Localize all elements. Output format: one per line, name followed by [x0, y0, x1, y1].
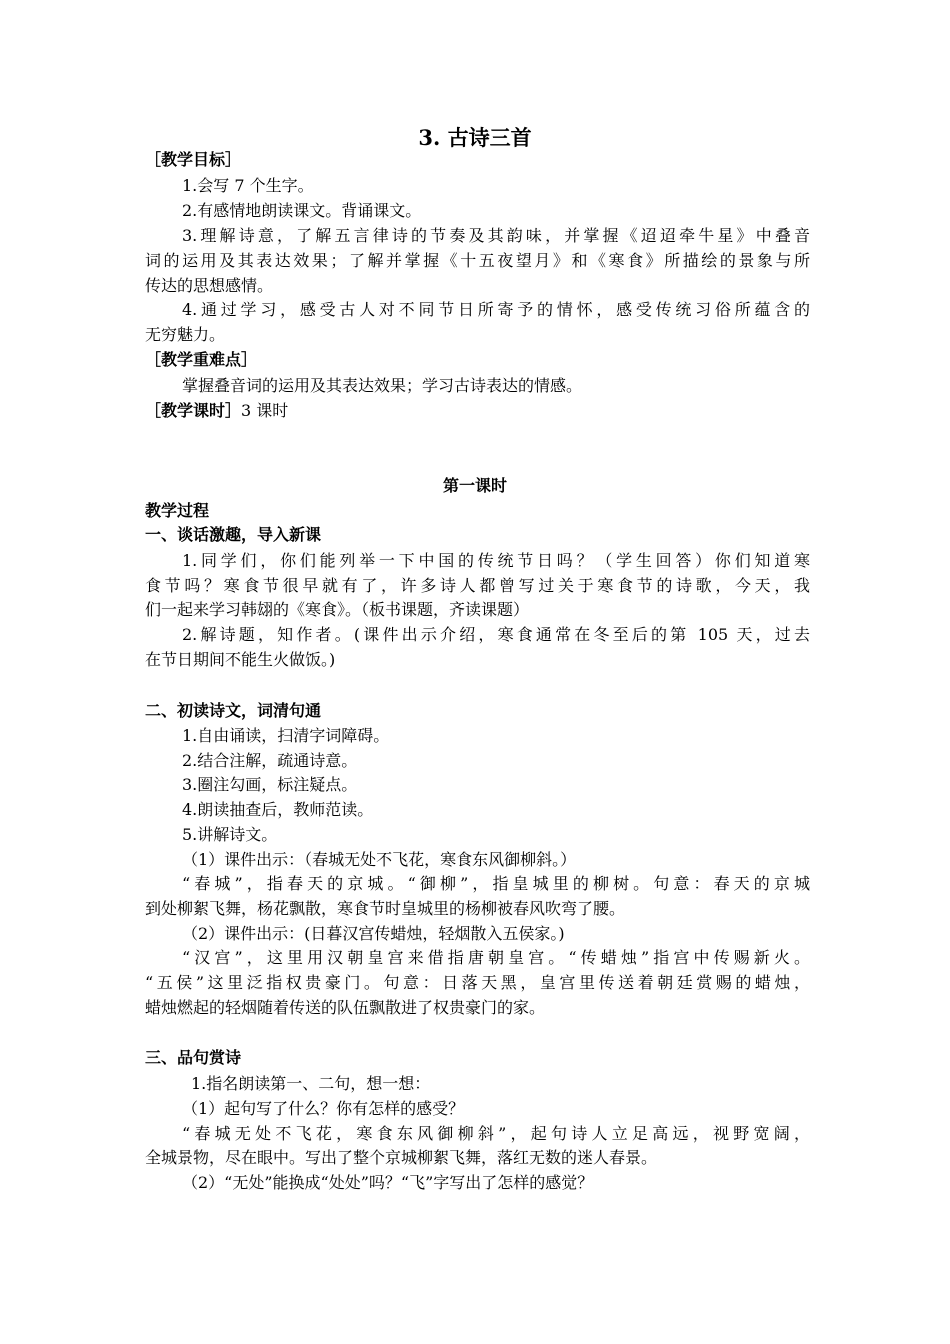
objective-item: 无穷魅力。 [145, 325, 226, 344]
section-line: 食节吗？寒食节很早就有了，许多诗人都曾写过关于寒食节的诗歌，今天，我 [145, 576, 810, 595]
section-line: （2）课件出示：(日暮汉宫传蜡烛，轻烟散入五侯家。) [182, 924, 565, 943]
section-heading: 二、初读诗文，词清句通 [145, 701, 322, 720]
section-line: 在节日期间不能生火做饭。) [145, 650, 336, 669]
section-line: 1.同学们，你们能列举一下中国的传统节日吗？（学生回答）你们知道寒 [182, 551, 810, 570]
section-line: “汉宫”，这里用汉朝皇宫来借指唐朝皇宫。“传蜡烛”指宫中传赐新火。 [182, 948, 810, 967]
section-line: 们一起来学习韩翃的《寒食》。（板书课题，齐读课题） [145, 600, 530, 619]
section-line: “春城无处不飞花，寒食东风御柳斜”，起句诗人立足高远，视野宽阔， [182, 1124, 810, 1143]
section-line: “五侯”这里泛指权贵豪门。句意：日落天黑，皇宫里传送着朝廷赏赐的蜡烛， [145, 973, 810, 992]
objectives-heading: ［教学目标］ [145, 150, 242, 169]
section-line: 到处柳絮飞舞，杨花飘散，寒食节时皇城里的杨柳被春风吹弯了腰。 [145, 899, 626, 918]
process-heading: 教学过程 [145, 501, 210, 520]
objective-item: 1.会写 7 个生字。 [182, 176, 314, 195]
lesson-title: 第一课时 [442, 476, 507, 495]
section-line: 5.讲解诗文。 [182, 825, 278, 844]
section-line: 3.圈注勾画，标注疑点。 [182, 775, 358, 794]
key-points-heading: ［教学重难点］ [145, 350, 258, 369]
objective-item: 词的运用及其表达效果；了解并掌握《十五夜望月》和《寒食》所描绘的景象与所 [145, 251, 810, 270]
objective-item: 3.理解诗意，了解五言律诗的节奏及其韵味，并掌握《迢迢牵牛星》中叠音 [182, 226, 810, 245]
objective-item: 2.有感情地朗读课文。背诵课文。 [182, 201, 422, 220]
periods-row [145, 399, 810, 423]
section-line: （2）“无处”能换成“处处”吗？“飞”字写出了怎样的感觉？ [182, 1173, 594, 1192]
page-title: 3. 古诗三首 [418, 125, 532, 150]
section-line: 1.自由诵读，扫清字词障碍。 [182, 726, 390, 745]
objective-item: 传达的思想感情。 [145, 276, 274, 295]
section-line: 1.指名朗读第一、二句，想一想： [191, 1074, 431, 1093]
section-line: （1）课件出示：（春城无处不飞花，寒食东风御柳斜。） [182, 850, 577, 869]
section-line: 4.朗读抽查后，教师范读。 [182, 800, 374, 819]
section-line: 2.解诗题，知作者。(课件出示介绍，寒食通常在冬至后的第 105 天，过去 [182, 625, 810, 644]
section-line: 全城景物，尽在眼中。写出了整个京城柳絮飞舞，落红无数的迷人春景。 [145, 1148, 658, 1167]
key-points-text: 掌握叠音词的运用及其表达效果；学习古诗表达的情感。 [182, 376, 583, 395]
section-line: “春城”，指春天的京城。“御柳”，指皇城里的柳树。句意：春天的京城 [182, 874, 810, 893]
section-heading: 一、谈话激趣，导入新课 [145, 525, 322, 544]
periods-heading: ［教学课时］ [145, 401, 242, 420]
periods-text: 3 课时 [241, 401, 289, 420]
section-heading: 三、品句赏诗 [145, 1048, 242, 1067]
section-line: 2.结合注解，疏通诗意。 [182, 751, 358, 770]
objective-item: 4.通过学习，感受古人对不同节日所寄予的情怀，感受传统习俗所蕴含的 [182, 300, 810, 319]
section-line: 蜡烛燃起的轻烟随着传送的队伍飘散进了权贵豪门的家。 [145, 998, 546, 1017]
section-line: （1）起句写了什么？你有怎样的感受？ [182, 1099, 465, 1118]
